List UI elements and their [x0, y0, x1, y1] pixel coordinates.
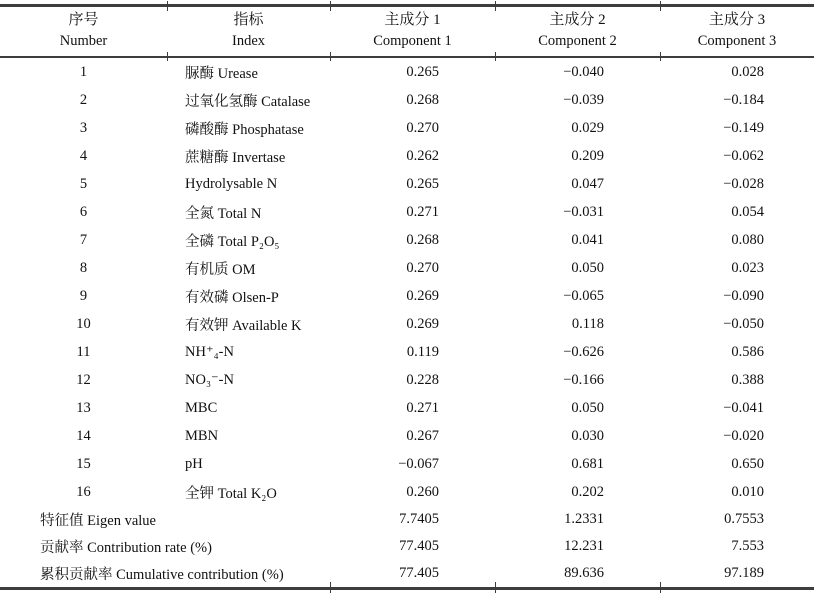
- col-header-number-zh: 序号: [68, 12, 99, 28]
- cell-number: 1: [79, 63, 88, 80]
- cell-number: 9: [79, 287, 88, 304]
- cell-component2: −0.166: [563, 371, 604, 388]
- cell-index: 全钾 Total K₂O: [185, 485, 277, 502]
- summary-label: 累积贡献率 Cumulative contribution (%): [40, 567, 284, 583]
- cell-component2: 0.050: [571, 399, 604, 416]
- cell-component1: 0.271: [406, 399, 439, 416]
- table-row: [0, 366, 814, 394]
- col-header-index-zh: 指标: [233, 12, 264, 28]
- table-header: [0, 6, 814, 58]
- cell-component3: 0.080: [731, 231, 764, 248]
- cell-component1: 0.262: [406, 147, 439, 164]
- cell-component3: 0.028: [731, 63, 764, 80]
- cell-component2: 1.2331: [564, 511, 604, 527]
- table-row: [0, 170, 814, 198]
- header-row: [0, 6, 814, 58]
- cell-component3: −0.041: [723, 399, 764, 416]
- cell-component2: 0.047: [571, 175, 604, 192]
- col-header-component1: [330, 6, 495, 58]
- cell-component2: −0.031: [563, 203, 604, 220]
- table-row: [0, 114, 814, 142]
- cell-component1: 0.267: [406, 427, 439, 444]
- cell-index: pH: [185, 455, 203, 472]
- cell-index: MBN: [185, 427, 219, 444]
- cell-number: 4: [79, 147, 88, 164]
- cell-number: 6: [79, 203, 88, 220]
- cell-component2: 0.681: [571, 455, 604, 472]
- cell-component1: 0.228: [406, 371, 439, 388]
- cell-index: NH⁺₄-N: [185, 343, 234, 360]
- cell-component3: −0.184: [723, 91, 764, 108]
- summary-row-cumulative-contribution: [0, 560, 814, 589]
- cell-component3: 0.023: [731, 259, 764, 276]
- cell-component2: 0.041: [571, 231, 604, 248]
- cell-component2: 12.231: [564, 538, 604, 554]
- cell-component1: 0.271: [406, 203, 439, 220]
- summary-row-contribution-rate: [0, 533, 814, 560]
- cell-number: 2: [79, 91, 88, 108]
- cell-index: MBC: [185, 399, 218, 416]
- table-row: [0, 394, 814, 422]
- cell-component3: −0.050: [723, 315, 764, 332]
- table-row: [0, 478, 814, 506]
- cell-index: 磷酸酶 Phosphatase: [185, 121, 304, 138]
- cell-component3: 0.054: [731, 203, 764, 220]
- summary-label: 贡献率 Contribution rate (%): [40, 540, 212, 556]
- cell-component1: 0.265: [406, 63, 439, 80]
- cell-component2: 0.118: [571, 315, 604, 332]
- table-body: [0, 57, 814, 506]
- col-header-index-en: Index: [231, 33, 265, 49]
- cell-component3: −0.149: [723, 119, 764, 136]
- cell-index: 有效磷 Olsen-P: [185, 289, 279, 306]
- table-row: [0, 142, 814, 170]
- cell-component1: 77.405: [330, 560, 495, 589]
- cell-number: 10: [76, 315, 91, 332]
- col-header-number: [0, 6, 167, 58]
- pca-loadings-table: [0, 4, 814, 590]
- cell-index: 过氧化氢酶 Catalase: [185, 93, 311, 110]
- cell-index: 蔗糖酶 Invertase: [185, 149, 286, 166]
- cell-component2: 89.636: [495, 560, 660, 589]
- cell-component2: −0.040: [563, 63, 604, 80]
- cell-number: 11: [76, 343, 91, 360]
- cell-component1: 0.265: [406, 175, 439, 192]
- cell-component3: −0.090: [723, 287, 764, 304]
- cell-component2: −0.039: [563, 91, 604, 108]
- cell-component2: 0.050: [571, 259, 604, 276]
- summary-row-eigenvalue: [0, 506, 814, 533]
- cell-component3: 7.553: [731, 538, 764, 554]
- cell-index: NO₃⁻-N: [185, 371, 234, 388]
- col-header-index: [167, 6, 330, 58]
- col-header-component1-en: Component 1: [373, 33, 452, 49]
- cell-number: 8: [79, 259, 88, 276]
- col-header-component2-en: Component 2: [538, 33, 617, 49]
- cell-component2: 0.029: [571, 119, 604, 136]
- cell-component2: −0.065: [563, 287, 604, 304]
- cell-index: 全氮 Total N: [185, 205, 262, 222]
- cell-component2: 0.209: [571, 147, 604, 164]
- cell-number: 3: [79, 119, 88, 136]
- cell-component1: 0.269: [406, 287, 439, 304]
- table-summary: [0, 506, 814, 589]
- col-header-component2-zh: 主成分 2: [549, 12, 606, 28]
- col-header-component1-zh: 主成分 1: [384, 12, 441, 28]
- cell-number: 13: [76, 399, 91, 416]
- cell-component3: 0.586: [731, 343, 764, 360]
- cell-component1: 0.268: [406, 91, 439, 108]
- cell-component2: 0.202: [571, 483, 604, 500]
- cell-component2: 0.030: [571, 427, 604, 444]
- col-header-component2: [495, 6, 660, 58]
- summary-label: 特征值 Eigen value: [40, 513, 156, 529]
- cell-component3: 0.7553: [724, 511, 764, 527]
- col-header-component3-zh: 主成分 3: [708, 12, 766, 28]
- table-row: [0, 310, 814, 338]
- table-row: [0, 198, 814, 226]
- table-row: [0, 86, 814, 114]
- cell-component1: 0.268: [406, 231, 439, 248]
- cell-component1: −0.067: [398, 455, 439, 472]
- cell-number: 7: [79, 231, 88, 248]
- table-row: [0, 338, 814, 366]
- table-row: [0, 282, 814, 310]
- cell-number: 16: [76, 483, 91, 500]
- cell-component1: 7.7405: [399, 511, 439, 527]
- cell-number: 14: [76, 427, 91, 444]
- table-row: [0, 254, 814, 282]
- cell-index: 有效钾 Available K: [185, 317, 302, 334]
- cell-index: 有机质 OM: [185, 261, 256, 278]
- cell-component1: 0.119: [406, 343, 439, 360]
- cell-component3: 0.650: [731, 455, 764, 472]
- col-header-component3-en: Component 3: [697, 33, 777, 49]
- cell-component3: 0.010: [731, 483, 764, 500]
- cell-component2: −0.626: [563, 343, 604, 360]
- table-row: [0, 450, 814, 478]
- cell-component1: 77.405: [399, 538, 439, 554]
- cell-index: Hydrolysable N: [185, 175, 278, 192]
- table-row: [0, 226, 814, 254]
- col-header-number-en: Number: [59, 33, 108, 49]
- cell-index: 脲酶 Urease: [185, 65, 258, 82]
- cell-component3: 97.189: [660, 560, 814, 589]
- cell-component1: 0.270: [406, 259, 439, 276]
- col-header-component3: [660, 6, 814, 58]
- cell-component3: −0.062: [723, 147, 764, 164]
- cell-index: 全磷 Total P₂O₅: [185, 233, 280, 250]
- cell-number: 15: [76, 455, 91, 472]
- table-row: [0, 422, 814, 450]
- cell-number: 12: [76, 371, 91, 388]
- cell-component1: 0.269: [406, 315, 439, 332]
- cell-component1: 0.270: [406, 119, 439, 136]
- cell-component3: −0.028: [723, 175, 764, 192]
- cell-component3: −0.020: [723, 427, 764, 444]
- cell-component1: 0.260: [406, 483, 439, 500]
- cell-component3: 0.388: [731, 371, 764, 388]
- table-row: [0, 57, 814, 86]
- cell-number: 5: [79, 175, 88, 192]
